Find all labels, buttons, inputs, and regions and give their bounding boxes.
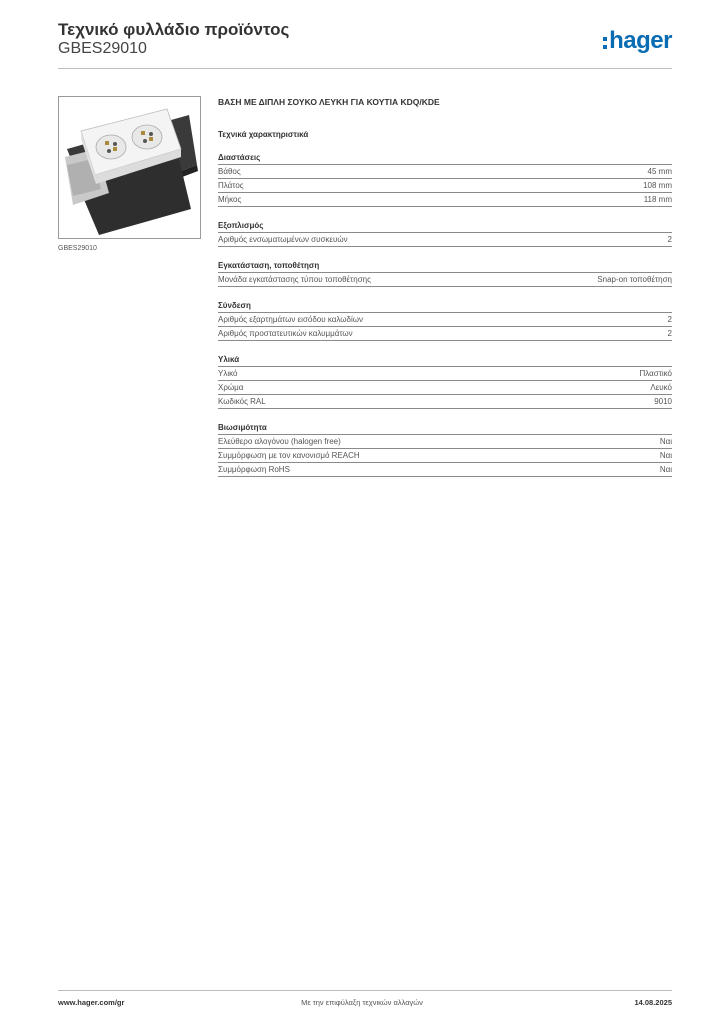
hager-logo [603,28,672,54]
spec-label: Αριθμός εξαρτημάτων εισόδου καλωδίων [218,315,363,324]
logo-dots-icon [603,37,607,49]
product-image [58,96,201,239]
spec-label: Πλάτος [218,181,244,190]
footer-date: 14.08.2025 [634,998,672,1007]
spec-value: 118 mm [643,195,672,204]
socket-base-illustration [59,97,200,238]
spec-value: Ναι [659,465,672,474]
spec-value: Snap-on τοποθέτηση [597,275,672,284]
spec-label: Υλικό [218,369,238,378]
spec-label: Κωδικός RAL [218,397,266,406]
section-title: Τεχνικά χαρακτηριστικά [218,130,309,139]
spec-value: Ναι [659,451,672,460]
spec-row [218,463,672,477]
spec-value: 2 [667,315,672,324]
spec-value: 108 mm [643,181,672,190]
spec-label: Βάθος [218,167,241,176]
spec-label: Χρώμα [218,383,244,392]
group-title-materials: Υλικά [218,354,672,367]
footer-notice: Με την επιφύλαξη τεχνικών αλλαγών [301,998,423,1007]
group-title-installation: Εγκατάσταση, τοποθέτηση [218,260,672,273]
spec-label: Συμμόρφωση RoHS [218,465,290,474]
group-title-connection: Σύνδεση [218,300,672,313]
spec-row [218,233,672,247]
spec-value: 9010 [654,397,672,406]
spec-value: 45 mm [647,167,672,176]
product-image-caption: GBES29010 [58,245,97,252]
group-title-equipment: Εξοπλισμός [218,220,672,233]
group-title-dimensions: Διαστάσεις [218,152,672,165]
spec-label: Συμμόρφωση με τον κανονισμό REACH [218,451,360,460]
spec-label: Μονάδα εγκατάστασης τύπου τοποθέτησης [218,275,371,284]
spec-row [218,273,672,287]
group-title-sustainability: Βιωσιμότητα [218,422,672,435]
spec-value: Λευκό [650,383,672,392]
spec-label: Αριθμός ενσωματωμένων συσκευών [218,235,348,244]
footer-divider [58,990,672,991]
spec-row [218,193,672,207]
spec-label: Αριθμός προστατευτικών καλυμμάτων [218,329,353,338]
spec-row [218,449,672,463]
spec-value: Πλαστικό [639,369,672,378]
spec-value: 2 [667,329,672,338]
footer-website-link[interactable]: www.hager.com/gr [58,998,125,1007]
header-divider [58,68,672,69]
spec-value: Ναι [659,437,672,446]
spec-row [218,395,672,409]
spec-label: Ελεύθερο αλογόνου (halogen free) [218,437,341,446]
spec-row [218,367,672,381]
spec-row [218,381,672,395]
document-title: Τεχνικό φυλλάδιο προϊόντος [58,20,290,39]
product-specifications [218,96,672,477]
product-name: ΒΑΣΗ ΜΕ ΔΙΠΛΗ ΣΟΥΚΟ ΛΕΥΚΗ ΓΙΑ ΚΟΥΤΙΑ KDQ/KDE [218,97,440,107]
spec-row [218,165,672,179]
spec-row [218,435,672,449]
spec-row [218,313,672,327]
page-header [58,20,672,68]
spec-row [218,179,672,193]
product-code: GBES29010 [58,40,147,57]
logo-text: hager [609,27,672,54]
spec-label: Μήκος [218,195,242,204]
spec-row [218,327,672,341]
spec-value: 2 [667,235,672,244]
